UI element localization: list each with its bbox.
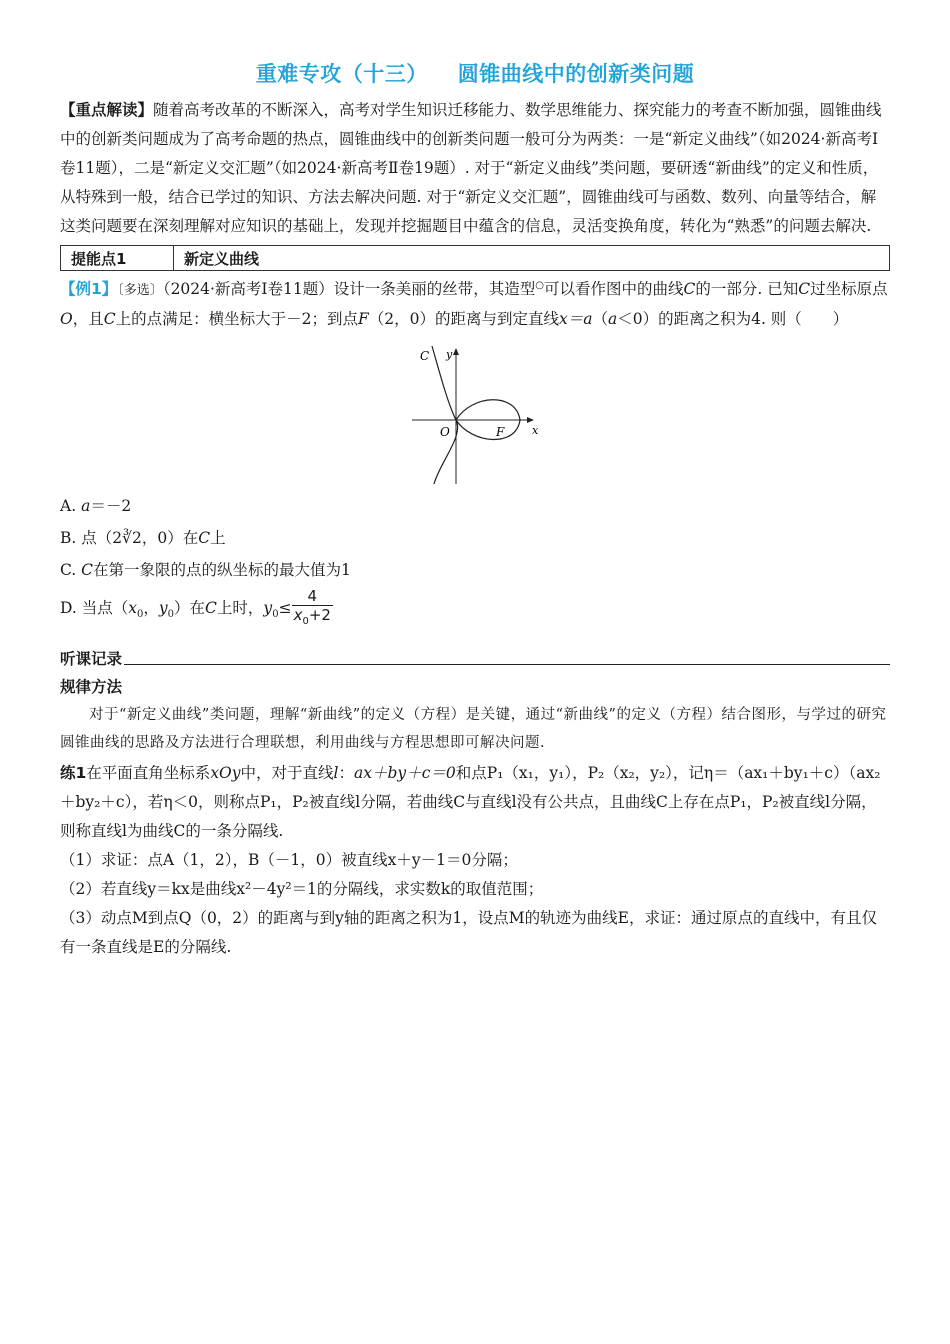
practice-q2: （2）若直线y＝kx是曲线x²－4y²＝1的分隔线，求实数k的取值范围； bbox=[60, 880, 544, 899]
example-text: （2024·新高考Ⅰ卷11题）设计一条美丽的丝带，其造型 bbox=[162, 280, 536, 299]
points-p1-p2: P₁（x₁，y₁），P₂（x₂，y₂） bbox=[486, 764, 673, 783]
title-part1: 重难专攻（十三） bbox=[255, 62, 428, 86]
focus-label: F bbox=[496, 425, 505, 440]
var-c: C bbox=[198, 529, 211, 548]
var-c: C bbox=[81, 561, 94, 580]
y-axis-label: y bbox=[446, 348, 453, 362]
practice-text: ： bbox=[338, 764, 355, 783]
option-c bbox=[60, 554, 890, 586]
option-a bbox=[60, 490, 890, 522]
var-x: x bbox=[128, 599, 137, 618]
subscript: 0 bbox=[272, 609, 279, 621]
option-prefix: C. bbox=[60, 561, 82, 580]
practice-stem bbox=[60, 759, 890, 846]
example-text: 过坐标原点 bbox=[810, 280, 888, 299]
var-x: x bbox=[293, 606, 303, 625]
example-text: 上的点满足：横坐标大于－2；到点 bbox=[115, 310, 358, 329]
method-text: 对于“新定义曲线”类问题，理解“新曲线”的定义（方程）是关键，通过“新曲线”的定义（方程）结合图形，与学过的研究圆锥曲线的思路及方法进行合理联想，利用曲线与方程思想即可解决问题. bbox=[60, 707, 887, 752]
inequality-sign: ≤ bbox=[278, 599, 292, 618]
record-line[interactable] bbox=[60, 647, 890, 669]
fraction bbox=[292, 587, 333, 631]
subscript: 0 bbox=[302, 616, 309, 628]
intro-paragraph bbox=[60, 96, 890, 241]
option-prefix: B. 点（2 bbox=[60, 529, 123, 548]
page-title bbox=[60, 58, 890, 88]
var-l: l bbox=[333, 764, 339, 783]
var-xa: x＝a bbox=[558, 310, 593, 329]
fraction-denominator bbox=[292, 606, 333, 631]
page bbox=[60, 58, 890, 962]
title-part2: 圆锥曲线中的创新类问题 bbox=[457, 62, 695, 86]
option-prefix: D. 当点（ bbox=[60, 599, 129, 618]
practice-q1: （1）求证：点A（1，2），B（－1，0）被直线x＋y－1＝0分隔； bbox=[60, 851, 518, 870]
example-text: ＜0）的距离之积为4. 则（ ） bbox=[617, 310, 849, 329]
example-label: 【例1】 bbox=[60, 280, 118, 299]
option-text: ）在 bbox=[174, 599, 206, 618]
var-c: C bbox=[205, 599, 217, 618]
curve-label-c: C bbox=[420, 349, 430, 364]
var-o: O bbox=[60, 310, 73, 329]
example-mark: ○ bbox=[535, 280, 545, 291]
intro-label: 【重点解读】 bbox=[60, 101, 154, 119]
option-text: 在第一象限的点的纵坐标的最大值为1 bbox=[93, 561, 351, 580]
subscript: 0 bbox=[136, 609, 144, 621]
x-axis-label: x bbox=[532, 424, 539, 438]
record-underline bbox=[124, 663, 890, 665]
option-text: ， bbox=[143, 599, 159, 618]
radical: ∛2 bbox=[122, 529, 142, 548]
example-text: 可以看作图中的曲线 bbox=[544, 280, 684, 299]
option-text: ，0）在 bbox=[141, 529, 199, 548]
curve-figure bbox=[412, 344, 542, 484]
example-stem bbox=[60, 271, 890, 334]
record-label: 听课记录 bbox=[60, 650, 123, 669]
example-text: 的一部分. 已知 bbox=[695, 280, 799, 299]
line-equation: ax＋by＋c＝0 bbox=[354, 764, 456, 783]
option-text: 上 bbox=[210, 529, 226, 548]
point-value: 新定义曲线 bbox=[174, 246, 890, 271]
denominator-rest: +2 bbox=[308, 606, 331, 625]
example-text: （2，0）的距离与到定直线 bbox=[368, 310, 559, 329]
point-label: 提能点1 bbox=[61, 246, 174, 271]
point-table bbox=[60, 245, 890, 271]
practice-label: 练1 bbox=[60, 764, 87, 783]
fraction-numerator: 4 bbox=[292, 587, 333, 606]
x-axis-arrow bbox=[527, 417, 534, 423]
practice-text: 在平面直角坐标系 bbox=[86, 764, 211, 783]
curve-left-branch bbox=[432, 346, 458, 484]
var-y: y bbox=[158, 599, 168, 618]
practice-text: 和点 bbox=[455, 764, 487, 783]
var-xoy: xOy bbox=[210, 764, 241, 783]
option-text: ＝－2 bbox=[90, 497, 132, 516]
intro-text: 随着高考改革的不断深入，高考对学生知识迁移能力、数学思维能力、探究能力的考查不断加强，圆锥曲线中的创新类问题成为了高考命题的热点，圆锥曲线中的创新类问题一般可分为两类：一是“新定义曲线”（如2024·新高考Ⅰ卷11题），二是“新定义交汇题”（如2024·新高考Ⅱ卷19题）. 对于“新定义曲线”类问题，要研透“新曲线”的定义和性质，从特殊到一般，结合已学过的知识、方法去解决问题. 对于“新定义交汇题”，圆锥曲线可与函数、数列、向量等结合，解这类问题要在深刻理解对应知识的基础上，发现并挖掘题目中蕴含的信息，灵活变换角度，转化为“熟悉”的问题去解决. bbox=[60, 101, 882, 235]
var-c: C bbox=[798, 280, 811, 299]
option-d bbox=[60, 586, 890, 637]
practice-text: 中，对于直线 bbox=[240, 764, 334, 783]
option-prefix: A. bbox=[60, 497, 82, 516]
example-text: ，且 bbox=[72, 310, 104, 329]
option-b bbox=[60, 522, 890, 554]
practice-text: ，记η＝（ax₁＋by₁＋c）（ax₂＋by₂＋c），若η＜0，则称点P₁，P₂被直线l分隔，若曲线C与直线l没有公共点，且曲线C上存在点P₁，P₂被直线l分隔，则称直线l为曲线C的一条分隔线. bbox=[60, 764, 881, 841]
var-c: C bbox=[103, 310, 116, 329]
example-tag: 〔多选〕 bbox=[117, 283, 163, 299]
var-y: y bbox=[263, 599, 273, 618]
var-f: F bbox=[357, 310, 369, 329]
method-heading: 规律方法 bbox=[60, 678, 123, 697]
example-text: （ bbox=[592, 310, 608, 329]
y-axis-arrow bbox=[453, 348, 459, 355]
var-a: a bbox=[607, 310, 618, 329]
origin-label: O bbox=[440, 425, 450, 440]
practice-q3: （3）动点M到点Q（0，2）的距离与到y轴的距离之积为1，设点M的轨迹为曲线E，求证：通过原点的直线中，有且仅有一条直线是E的分隔线. bbox=[60, 909, 877, 957]
var-a: a bbox=[81, 497, 91, 516]
option-text: 上时， bbox=[216, 599, 264, 618]
subscript: 0 bbox=[167, 609, 175, 621]
var-c: C bbox=[683, 280, 696, 299]
